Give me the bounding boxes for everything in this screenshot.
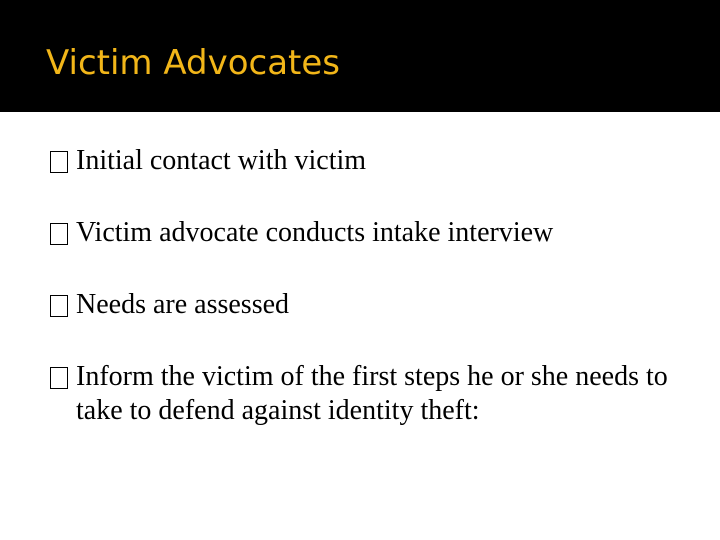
title-bar [0, 0, 720, 112]
bullet-list [48, 144, 688, 466]
bullet-item-initial-contact [48, 144, 688, 178]
missing-glyph-box-icon [50, 295, 68, 317]
bullet-text: Initial contact with victim [76, 145, 367, 176]
bullet-item-inform-victim [48, 360, 688, 428]
bullet-text: Victim advocate conducts intake interview [76, 217, 554, 248]
missing-glyph-box-icon [50, 367, 68, 389]
bullet-item-intake-interview [48, 216, 688, 250]
bullet-item-needs-assessed [48, 288, 688, 322]
missing-glyph-box-icon [50, 151, 68, 173]
missing-glyph-box-icon [50, 223, 68, 245]
bullet-text: Needs are assessed [76, 289, 290, 320]
bullet-text: Inform the victim of the first steps he or she needs to take to defend against identity theft: [76, 361, 668, 426]
slide-title: Victim Advocates [46, 43, 341, 83]
